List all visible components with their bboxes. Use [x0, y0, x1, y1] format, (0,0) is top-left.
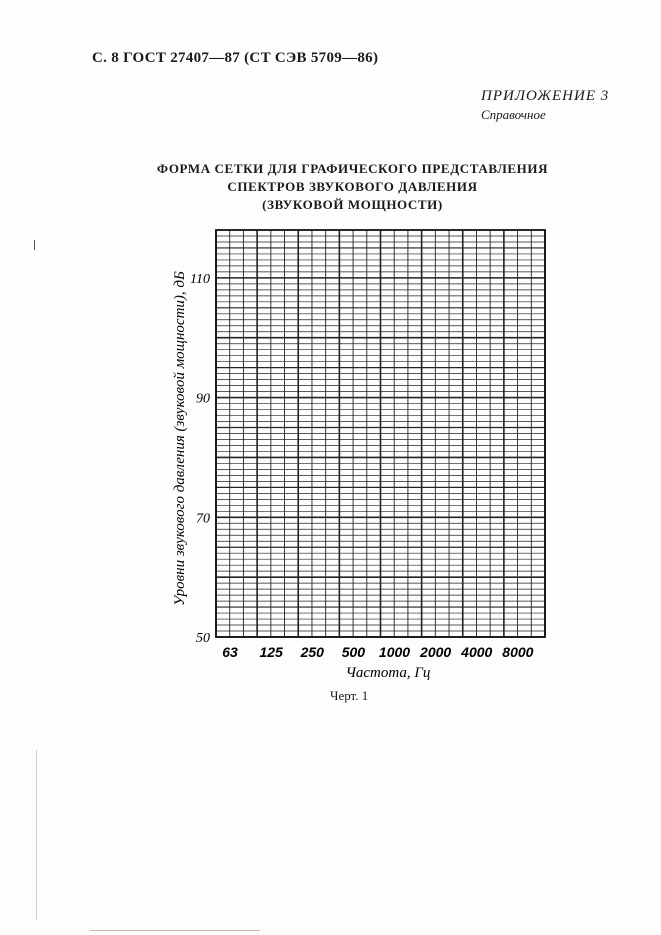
y-tick-label: 70 — [196, 511, 210, 527]
figure-title-line3: (ЗВУКОВОЙ МОЩНОСТИ) — [262, 197, 443, 212]
figure-title-line2: СПЕКТРОВ ЗВУКОВОГО ДАВЛЕНИЯ — [227, 179, 478, 194]
appendix-subtitle: Справочное — [481, 107, 546, 122]
scan-mark — [36, 750, 37, 920]
x-tick-labels — [222, 644, 533, 660]
x-tick-label: 500 — [341, 644, 366, 660]
x-tick-label: 63 — [222, 644, 238, 660]
x-tick-label: 4000 — [461, 644, 493, 660]
x-tick-label: 8000 — [502, 644, 534, 660]
y-tick-labels — [190, 272, 210, 646]
figure-caption: Черт. 1 — [330, 688, 369, 703]
scan-mark — [34, 240, 35, 250]
y-tick-label: 50 — [196, 631, 210, 646]
y-tick-label: 90 — [196, 391, 210, 407]
figure-title-line1: ФОРМА СЕТКИ ДЛЯ ГРАФИЧЕСКОГО ПРЕДСТАВЛЕНИЯ — [156, 161, 549, 176]
grid-lines — [216, 230, 545, 637]
x-tick-label: 1000 — [378, 644, 411, 660]
x-tick-label: 2000 — [420, 644, 452, 660]
scan-mark — [90, 930, 260, 931]
x-axis-title: Частота, Гц — [345, 665, 431, 681]
appendix-title: ПРИЛОЖЕНИЕ 3 — [481, 88, 610, 104]
y-tick-label: 110 — [190, 271, 210, 287]
x-tick-label: 250 — [300, 644, 324, 660]
y-axis-title: Уровни звукового давления (звуковой мощности), дБ — [172, 271, 188, 606]
document-header: С. 8 ГОСТ 27407—87 (СТ СЭВ 5709—86) — [92, 50, 379, 66]
x-tick-label: 125 — [259, 644, 283, 660]
